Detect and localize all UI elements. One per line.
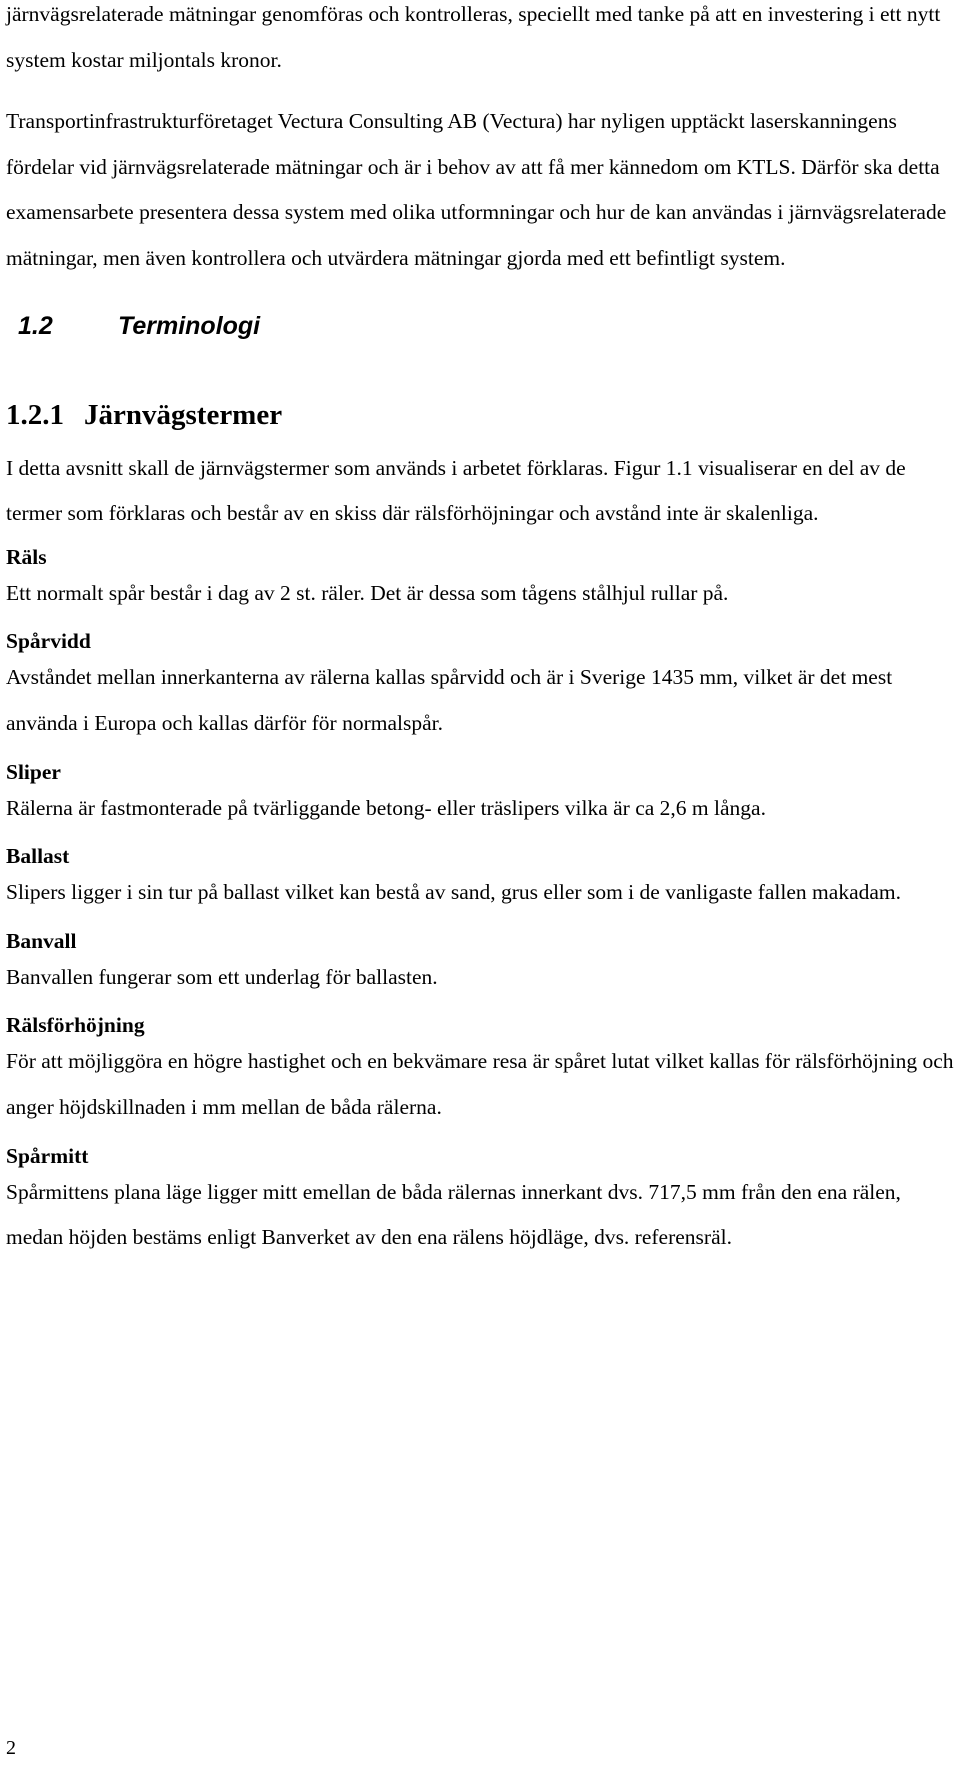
subsection-heading: [6, 398, 954, 432]
term-definition: Slipers ligger i sin tur på ballast vilket kan bestå av sand, grus eller som i de vanligaste fallen makadam.: [6, 880, 902, 905]
section-number: 1.2: [18, 311, 53, 340]
document-page: [6, 0, 954, 1261]
section-title: Terminologi: [118, 311, 261, 340]
term-definition: Rälerna är fastmonterade på tvärliggande betong- eller träslipers vilka är ca 2,6 m långa.: [6, 795, 766, 820]
term-heading: Banvall: [6, 928, 77, 953]
term-definition: Spårmittens plana läge ligger mitt emellan de båda rälernas innerkant dvs. 717,5 mm från den ena rälen, medan höjden bestäms enligt Banverket av den ena rälens höjdläge, dvs. referensräl.: [6, 1179, 901, 1250]
term-list: [6, 543, 954, 1261]
term-definition: Banvallen fungerar som ett underlag för ballasten.: [6, 964, 438, 989]
term-heading: Sliper: [6, 759, 61, 784]
term-heading: Ballast: [6, 844, 70, 869]
intro-paragraph-1: järnvägsrelaterade mätningar genomföras och kontrolleras, speciellt med tanke på att en investering i ett nytt system kostar miljontals kronor.: [6, 2, 941, 72]
subsection-intro: I detta avsnitt skall de järnvägstermer som används i arbetet förklaras. Figur 1.1 visualiserar en del av de termer som förklaras och består av en skiss där rälsförhöjningar och avstånd inte är skalenliga.: [6, 455, 906, 526]
subsection-title: Järnvägstermer: [84, 398, 283, 431]
subsection-number: 1.2.1: [6, 398, 64, 431]
section-heading: [18, 311, 954, 341]
page-number: 2: [6, 1737, 16, 1759]
intro-paragraph-2: Transportinfrastrukturföretaget Vectura Consulting AB (Vectura) har nyligen upptäckt laserskanningens fördelar vid järnvägsrelaterade mätningar och är i behov av att få mer kännedom om KTLS. Därför ska detta examensarbete presentera dessa system med olika utformningar och hur de kan användas i järnvägsrelaterade mätningar, men även kontrollera och utvärdera mätningar gjorda med ett befintligt system.: [6, 109, 947, 270]
term-heading: Räls: [6, 544, 47, 569]
term-heading: Spårmitt: [6, 1143, 89, 1168]
term-definition: Avståndet mellan innerkanterna av rälerna kallas spårvidd och är i Sverige 1435 mm, vilket är det mest använda i Europa och kallas därför för normalspår.: [6, 665, 893, 735]
term-heading: Spårvidd: [6, 629, 91, 654]
term-definition: För att möjliggöra en högre hastighet och en bekvämare resa är spåret lutat vilket kallas för rälsförhöjning och anger höjdskillnaden i mm mellan de båda rälerna.: [6, 1049, 954, 1119]
term-heading: Rälsförhöjning: [6, 1013, 145, 1038]
term-definition: Ett normalt spår består i dag av 2 st. räler. Det är dessa som tågens stålhjul rullar på.: [6, 580, 729, 605]
